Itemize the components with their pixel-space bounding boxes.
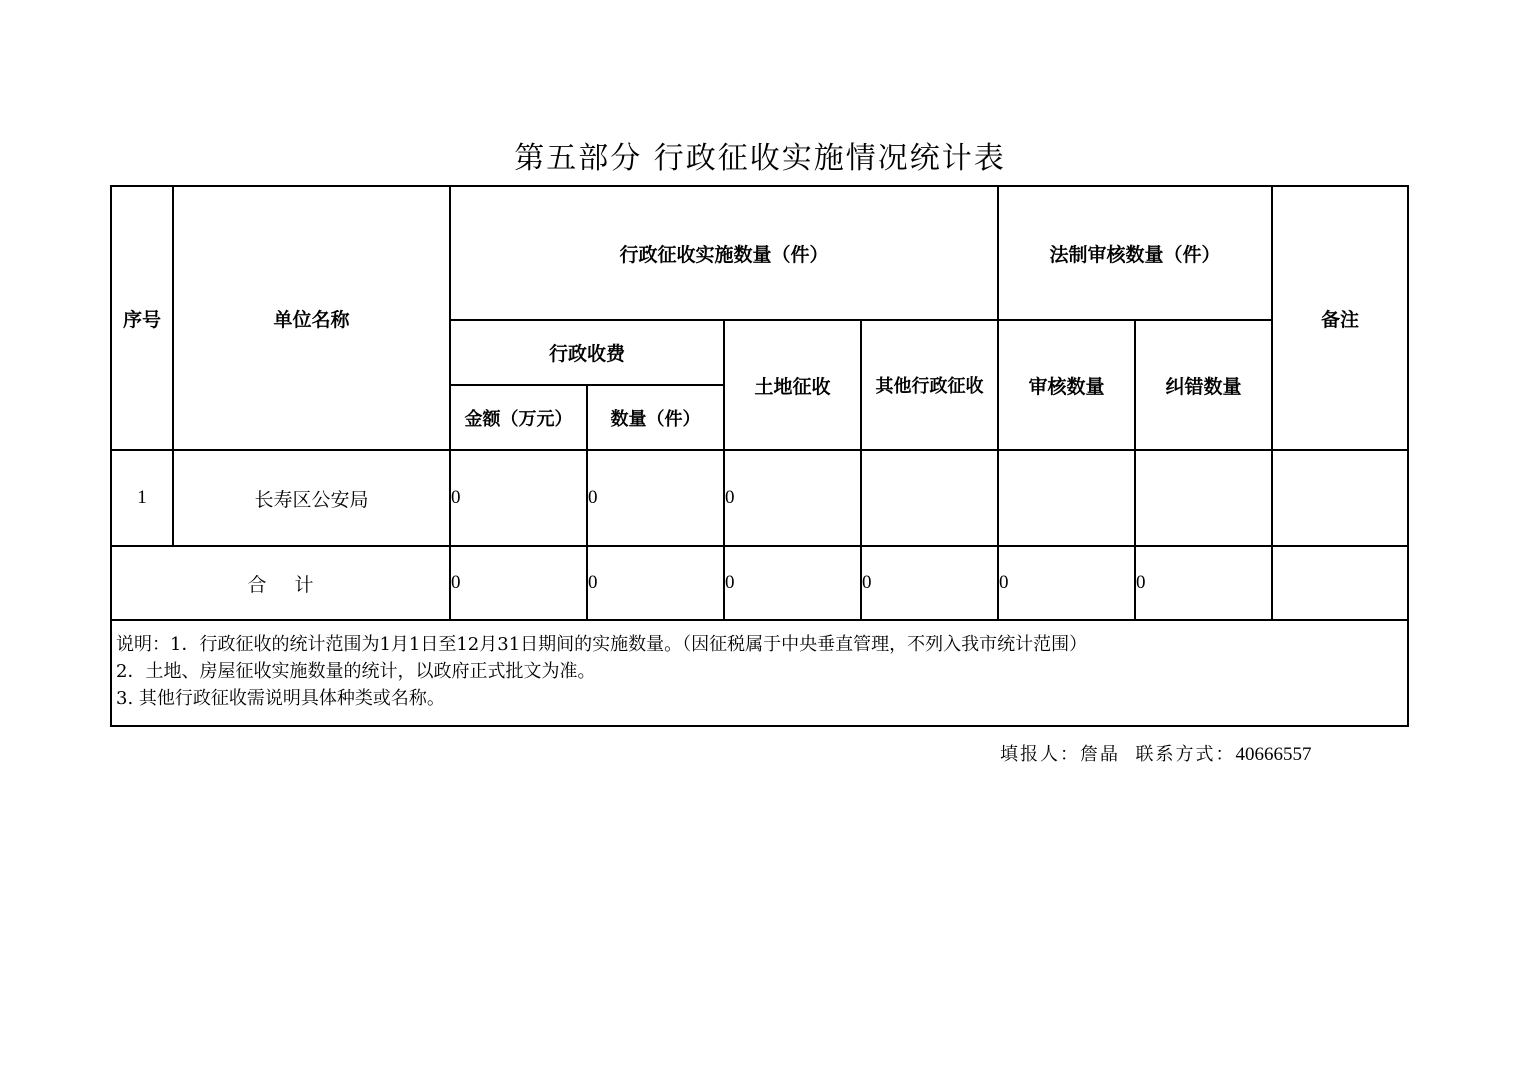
total-amount: 0 (450, 546, 587, 620)
row-other (861, 450, 998, 546)
row-quantity: 0 (587, 450, 724, 546)
header-unit-name: 单位名称 (173, 186, 450, 450)
total-label: 合计 (111, 546, 450, 620)
row-correction-count (1135, 450, 1272, 546)
total-row (111, 546, 1408, 620)
header-seq: 序号 (111, 186, 173, 450)
statistics-table (110, 185, 1409, 727)
header-quantity: 数量（件） (587, 385, 724, 450)
note-line-2: 2．土地、房屋征收实施数量的统计，以政府正式批文为准。 (116, 661, 596, 682)
header-remark: 备注 (1272, 186, 1408, 450)
total-correction-count: 0 (1135, 546, 1272, 620)
total-quantity: 0 (587, 546, 724, 620)
header-other-expropriation: 其他行政征收 (861, 320, 998, 450)
reporter-label: 填报人： (1000, 744, 1080, 765)
header-review-count: 审核数量 (998, 320, 1135, 450)
total-other: 0 (861, 546, 998, 620)
header-amount: 金额（万元） (450, 385, 587, 450)
note-line-3: 3. 其他行政征收需说明具体种类或名称。 (116, 688, 445, 709)
header-land-expropriation: 土地征收 (724, 320, 861, 450)
total-review-count: 0 (998, 546, 1135, 620)
row-land: 0 (724, 450, 861, 546)
contact-number: 40666557 (1235, 744, 1312, 765)
header-implementation-count: 行政征收实施数量（件） (450, 186, 998, 320)
row-amount: 0 (450, 450, 587, 546)
header-legal-review-count: 法制审核数量（件） (998, 186, 1272, 320)
notes (111, 620, 1408, 726)
header-admin-fee: 行政收费 (450, 320, 724, 385)
table-row (111, 450, 1408, 546)
row-seq: 1 (111, 450, 173, 546)
row-unit-name: 长寿区公安局 (173, 450, 450, 546)
page-title: 第五部分 行政征收实施情况统计表 (514, 141, 1006, 176)
row-remark (1272, 450, 1408, 546)
total-land: 0 (724, 546, 861, 620)
row-review-count (998, 450, 1135, 546)
reporter-name: 詹晶 (1080, 744, 1120, 765)
total-remark (1272, 546, 1408, 620)
note-line-1: 说明：1．行政征收的统计范围为1月1日至12月31日期间的实施数量。（因征税属于中央垂直管理，不列入我市统计范围） (116, 634, 1088, 655)
header-correction-count: 纠错数量 (1135, 320, 1272, 450)
footer (1000, 740, 1311, 766)
contact-label: 联系方式： (1135, 744, 1236, 765)
